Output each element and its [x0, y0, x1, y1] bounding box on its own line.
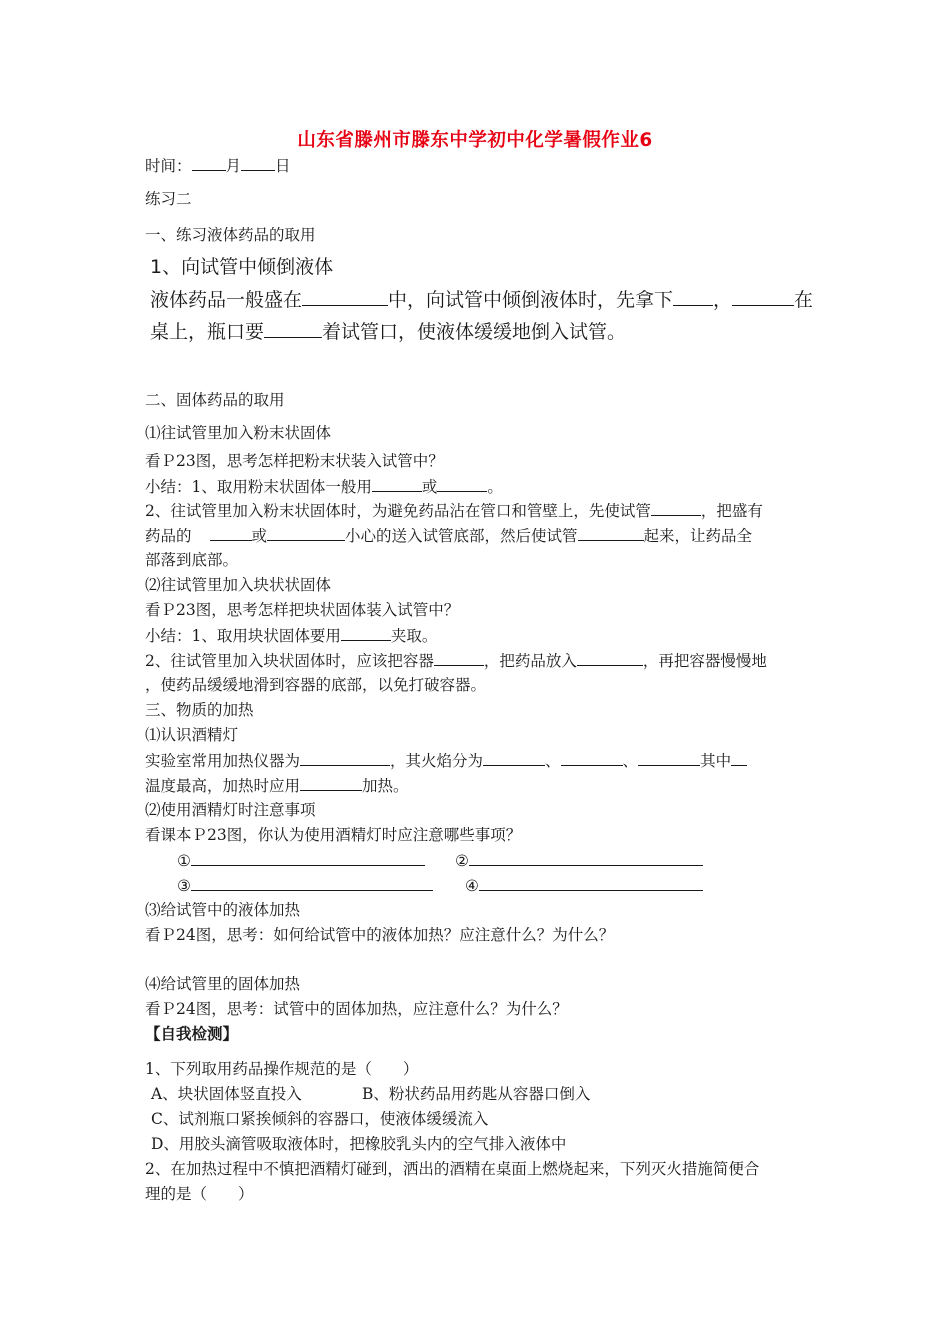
blank-powder-tool-1[interactable]: [372, 476, 422, 492]
blank-note-1[interactable]: [191, 850, 425, 866]
liquid-heating-question: 看Ｐ24图，思考：如何给试管中的液体加热？应注意什么？为什么？: [145, 926, 615, 944]
lump-summary-2: 2、往试管里加入块状固体时，应该把容器 ，把药品放入 ，再把容器慢慢地: [145, 652, 767, 670]
powder-summary-4: 部落到底部。: [145, 551, 239, 569]
blank-carrier-1[interactable]: [210, 525, 252, 541]
lump-summary-1: 小结：1、取用块状固体要用 夹取。: [145, 627, 438, 645]
blank-tube-motion[interactable]: [578, 525, 644, 541]
subsection-lamp-notes: ⑵使用酒精灯时注意事项: [145, 801, 316, 819]
blank-note-4[interactable]: [479, 875, 703, 891]
powder-summary-3: 药品的 或 小心的送入试管底部，然后使试管 起来，让药品全: [145, 527, 753, 545]
blank-heating-device[interactable]: [300, 750, 390, 766]
page-title: 山东省滕州市滕东中学初中化学暑假作业6: [297, 130, 653, 151]
lamp-line-2: 温度最高，加热时应用 加热。: [145, 777, 409, 795]
blank-flame-3[interactable]: [638, 750, 700, 766]
q1-option-c[interactable]: C、试剂瓶口紧挨倾斜的容器口，使液体缓缓流入: [151, 1110, 489, 1128]
blank-placement[interactable]: [732, 286, 794, 306]
subsection-powder: ⑴往试管里加入粉末状固体: [145, 424, 332, 442]
blank-carrier-2[interactable]: [267, 525, 345, 541]
liquid-line-1: 液体药品一般盛在 中，向试管中倾倒液体时，先拿下 ， 在: [150, 286, 813, 312]
blank-note-3[interactable]: [191, 875, 433, 891]
lamp-note-3: ③: [177, 875, 433, 896]
self-check-heading: 【自我检测】: [145, 1024, 239, 1043]
blank-drug-place[interactable]: [577, 650, 643, 666]
month-blank[interactable]: [192, 155, 226, 171]
lump-question: 看Ｐ23图，思考怎样把块状固体装入试管中？: [145, 601, 460, 619]
blank-lump-tool[interactable]: [341, 625, 391, 641]
subsection-lamp: ⑴认识酒精灯: [145, 726, 239, 744]
lamp-line-1: 实验室常用加热仪器为 ，其火焰分为 、 、 其中: [145, 750, 747, 771]
lamp-note-1: ①: [177, 850, 425, 871]
blank-bottle-mouth[interactable]: [264, 318, 322, 338]
section-1-subheading: 1、向试管中倾倒液体: [150, 256, 334, 278]
powder-question: 看Ｐ23图，思考怎样把粉末状装入试管中？: [145, 452, 444, 470]
q1-option-d[interactable]: D、用胶头滴管吸取液体时，把橡胶乳头内的空气排入液体中: [151, 1135, 567, 1153]
section-2-heading: 二、固体药品的取用: [145, 391, 285, 409]
day-blank[interactable]: [241, 155, 275, 171]
blank-container-position[interactable]: [434, 650, 484, 666]
question-2-line-2: 理的是（ ）: [145, 1185, 254, 1203]
blank-flame-1[interactable]: [483, 750, 545, 766]
blank-flame-2[interactable]: [561, 750, 623, 766]
blank-powder-tool-2[interactable]: [437, 476, 487, 492]
q1-option-a[interactable]: A、块状固体竖直投入: [151, 1085, 302, 1103]
exercise-label: 练习二: [145, 190, 192, 208]
blank-container[interactable]: [302, 286, 388, 306]
subsection-lump: ⑵往试管里加入块状状固体: [145, 576, 332, 594]
section-1-heading: 一、练习液体药品的取用: [145, 226, 316, 244]
liquid-line-2: 桌上，瓶口要 着试管口，使液体缓缓地倒入试管。: [150, 318, 626, 344]
lamp-note-4: ④: [465, 875, 703, 896]
lamp-note-2: ②: [455, 850, 703, 871]
blank-note-2[interactable]: [469, 850, 703, 866]
date-line: 时间： 月 日: [145, 157, 291, 175]
powder-summary-1: 小结：1、取用粉末状固体一般用 或 。: [145, 478, 503, 496]
powder-summary-2: 2、往试管里加入粉末状固体时，为避免药品沾在管口和管壁上，先使试管 ，把盛有: [145, 502, 763, 520]
section-3-heading: 三、物质的加热: [145, 701, 254, 719]
blank-stopper[interactable]: [673, 286, 713, 306]
blank-tube-position[interactable]: [651, 500, 701, 516]
question-1: 1、下列取用药品操作规范的是（ ）: [145, 1060, 419, 1078]
blank-heating-flame[interactable]: [300, 775, 362, 791]
solid-heating-question: 看Ｐ24图，思考：试管中的固体加热，应注意什么？为什么？: [145, 1000, 568, 1018]
q1-option-b[interactable]: B、粉状药品用药匙从容器口倒入: [362, 1085, 591, 1103]
subsection-liquid-heating: ⑶给试管中的液体加热: [145, 901, 301, 919]
blank-hottest-flame[interactable]: [731, 750, 747, 766]
lamp-notes-question: 看课本Ｐ23图，你认为使用酒精灯时应注意哪些事项？: [145, 826, 522, 844]
lump-summary-3: ，使药品缓缓地滑到容器的底部，以免打破容器。: [145, 676, 487, 694]
subsection-solid-heating: ⑷给试管里的固体加热: [145, 975, 301, 993]
question-2-line-1: 2、在加热过程中不慎把酒精灯碰到，洒出的酒精在桌面上燃烧起来，下列灭火措施简便合: [145, 1160, 760, 1178]
